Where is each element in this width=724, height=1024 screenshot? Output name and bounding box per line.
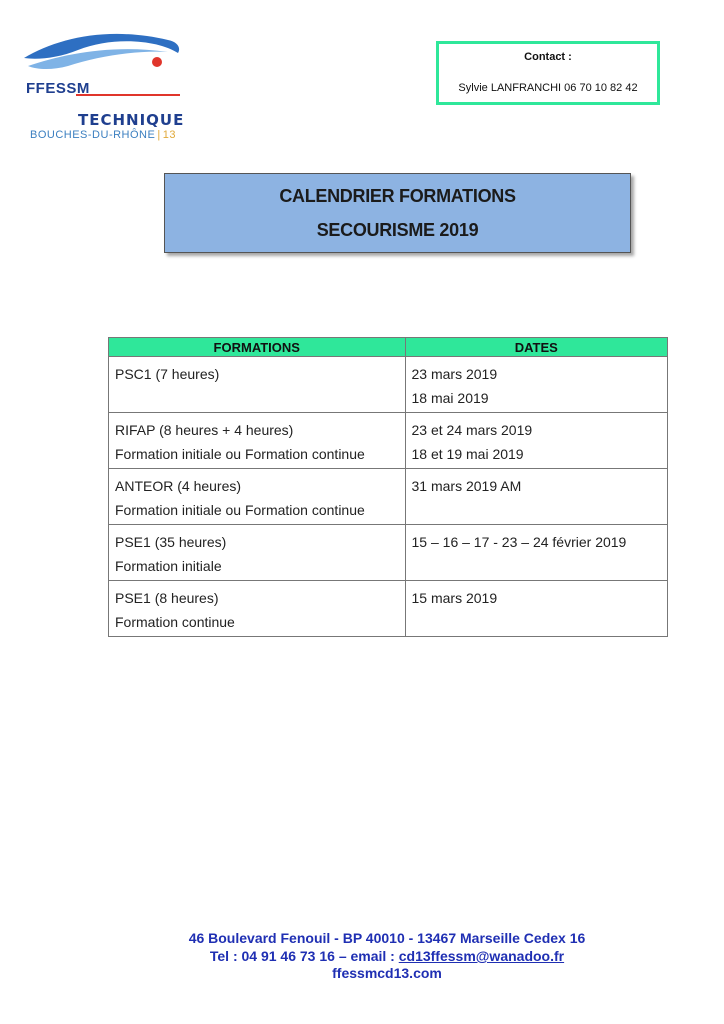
formation-cell	[109, 413, 406, 469]
table-row	[109, 469, 668, 525]
logo-subtitle: TECHNIQUE	[78, 111, 185, 129]
dates-cell	[405, 413, 667, 469]
contact-title: Contact :	[524, 51, 572, 63]
date-text: 15 mars 2019	[411, 590, 498, 606]
formation-cell	[109, 525, 406, 581]
banner-title-line2: SECOURISME 2019	[316, 220, 479, 240]
dates-cell	[405, 469, 667, 525]
table-header-row	[109, 338, 668, 357]
red-dot-icon	[152, 57, 162, 67]
table-row	[109, 413, 668, 469]
date-text: 23 mars 2019	[411, 366, 498, 382]
logo-region-name: BOUCHES-DU-RHÔNE	[30, 129, 156, 141]
table-row	[109, 525, 668, 581]
title-banner	[164, 173, 631, 253]
date-text: 18 mai 2019	[411, 390, 489, 406]
header-dates: DATES	[405, 338, 667, 357]
formation-cell	[109, 469, 406, 525]
footer-contact	[25, 948, 724, 964]
dates-cell	[405, 357, 667, 413]
dates-cell	[405, 525, 667, 581]
table-row	[109, 581, 668, 637]
formation-text: ANTEOR (4 heures)	[115, 478, 242, 494]
footer-address: 46 Boulevard Fenouil - BP 40010 - 13467 Marseille Cedex 16	[188, 930, 586, 946]
ffessm-logo	[18, 28, 188, 148]
date-text: 31 mars 2019 AM	[411, 478, 522, 494]
logo-region-number: 13	[162, 129, 176, 141]
formation-text: PSC1 (7 heures)	[115, 366, 220, 382]
formation-cell	[109, 581, 406, 637]
formation-text: PSE1 (35 heures)	[115, 534, 227, 550]
footer-website[interactable]: ffessmcd13.com	[332, 965, 442, 981]
formation-text: PSE1 (8 heures)	[115, 590, 219, 606]
banner-title-line1: CALENDRIER FORMATIONS	[279, 186, 516, 206]
logo-region: BOUCHES-DU-RHÔNE | 13	[30, 129, 176, 141]
contact-line: Sylvie LANFRANCHI 06 70 10 82 42	[458, 82, 638, 94]
footer-tel: Tel : 04 91 46 73 16 – email :	[209, 948, 399, 964]
formation-cell	[109, 357, 406, 413]
header-formations: FORMATIONS	[109, 338, 406, 357]
formations-table	[108, 337, 668, 637]
formation-type-text: Formation initiale ou Formation continue	[115, 446, 365, 462]
formation-type-text: Formation continue	[115, 614, 235, 630]
dates-cell	[405, 581, 667, 637]
date-text: 23 et 24 mars 2019	[411, 422, 533, 438]
contact-box	[436, 41, 660, 105]
table-row	[109, 357, 668, 413]
date-text: 18 et 19 mai 2019	[411, 446, 524, 462]
formation-type-text: Formation initiale	[115, 558, 222, 574]
date-text: 15 – 16 – 17 - 23 – 24 février 2019	[411, 534, 627, 550]
footer-email-link[interactable]: cd13ffessm@wanadoo.fr	[398, 948, 565, 964]
logo-brand: FFESSM	[26, 80, 90, 97]
formation-text: RIFAP (8 heures + 4 heures)	[115, 422, 294, 438]
formation-type-text: Formation initiale ou Formation continue	[115, 502, 365, 518]
